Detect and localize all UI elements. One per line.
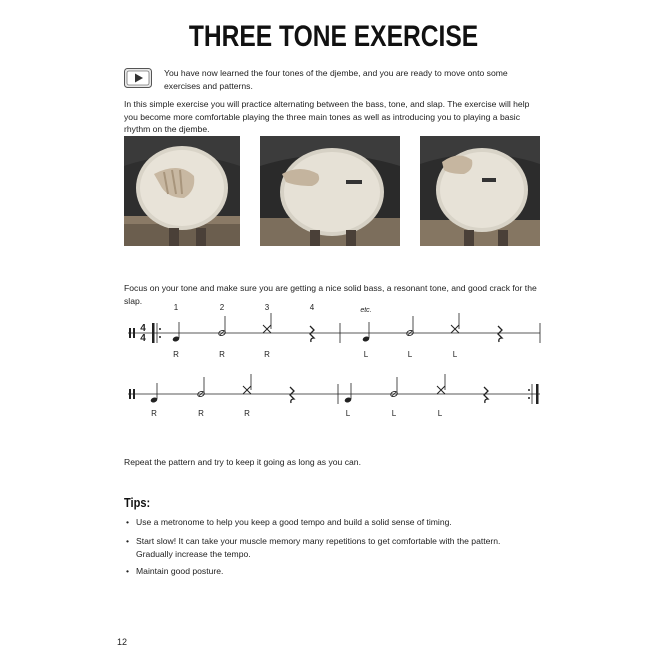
- sticking-label: L: [391, 409, 397, 418]
- svg-text:4: 4: [140, 323, 146, 334]
- sticking-label: R: [173, 350, 179, 359]
- percussion-staff-2: [128, 374, 540, 404]
- description-text: In this simple exercise you will practice alternating between the bass, tone, and slap. The exercise will help you become more comfortable playing the three main tones as well as introducing you to playing a basic rhythm on the djembe.: [124, 99, 530, 134]
- etc-label: etc.: [360, 307, 372, 314]
- page-title: THREE TONE EXERCISE: [188, 20, 479, 53]
- sticking-label: R: [198, 409, 204, 418]
- sticking-label: R: [264, 350, 270, 359]
- tip-item: • Maintain good posture.: [136, 565, 536, 578]
- count-label: 4: [309, 303, 315, 312]
- photo-slap: [420, 136, 540, 246]
- sticking-label: L: [407, 350, 413, 359]
- focus-text: Focus on your tone and make sure you are getting a nice solid bass, a resonant tone, and good crack for the slap.: [124, 283, 537, 306]
- count-label: 3: [264, 303, 270, 312]
- percussion-staff-1: [128, 313, 540, 344]
- count-label: 2: [219, 303, 225, 312]
- svg-text:4: 4: [140, 333, 146, 344]
- sticking-label: L: [345, 409, 351, 418]
- count-label: 1: [173, 303, 179, 312]
- play-video-icon[interactable]: [124, 68, 152, 88]
- photo-bass: [124, 136, 240, 246]
- sticking-label: L: [452, 350, 458, 359]
- intro-text: You have now learned the four tones of the djembe, and you are ready to move onto some exercises and patterns.: [164, 68, 508, 91]
- sticking-label: R: [151, 409, 157, 418]
- sticking-label: R: [219, 350, 225, 359]
- tips-heading: Tips:: [124, 495, 151, 510]
- page-number: 12: [117, 637, 128, 647]
- sticking-label: R: [244, 409, 250, 418]
- repeat-text: Repeat the pattern and try to keep it going as long as you can.: [124, 457, 361, 467]
- sticking-label: L: [437, 409, 443, 418]
- tip-item: • Start slow! It can take your muscle memory many repetitions to get comfortable with the pattern. Gradually increase the tempo.: [136, 535, 536, 560]
- photo-tone: [260, 136, 400, 246]
- tip-item: • Use a metronome to help you keep a good tempo and build a solid sense of timing.: [136, 516, 536, 529]
- sticking-label: L: [363, 350, 369, 359]
